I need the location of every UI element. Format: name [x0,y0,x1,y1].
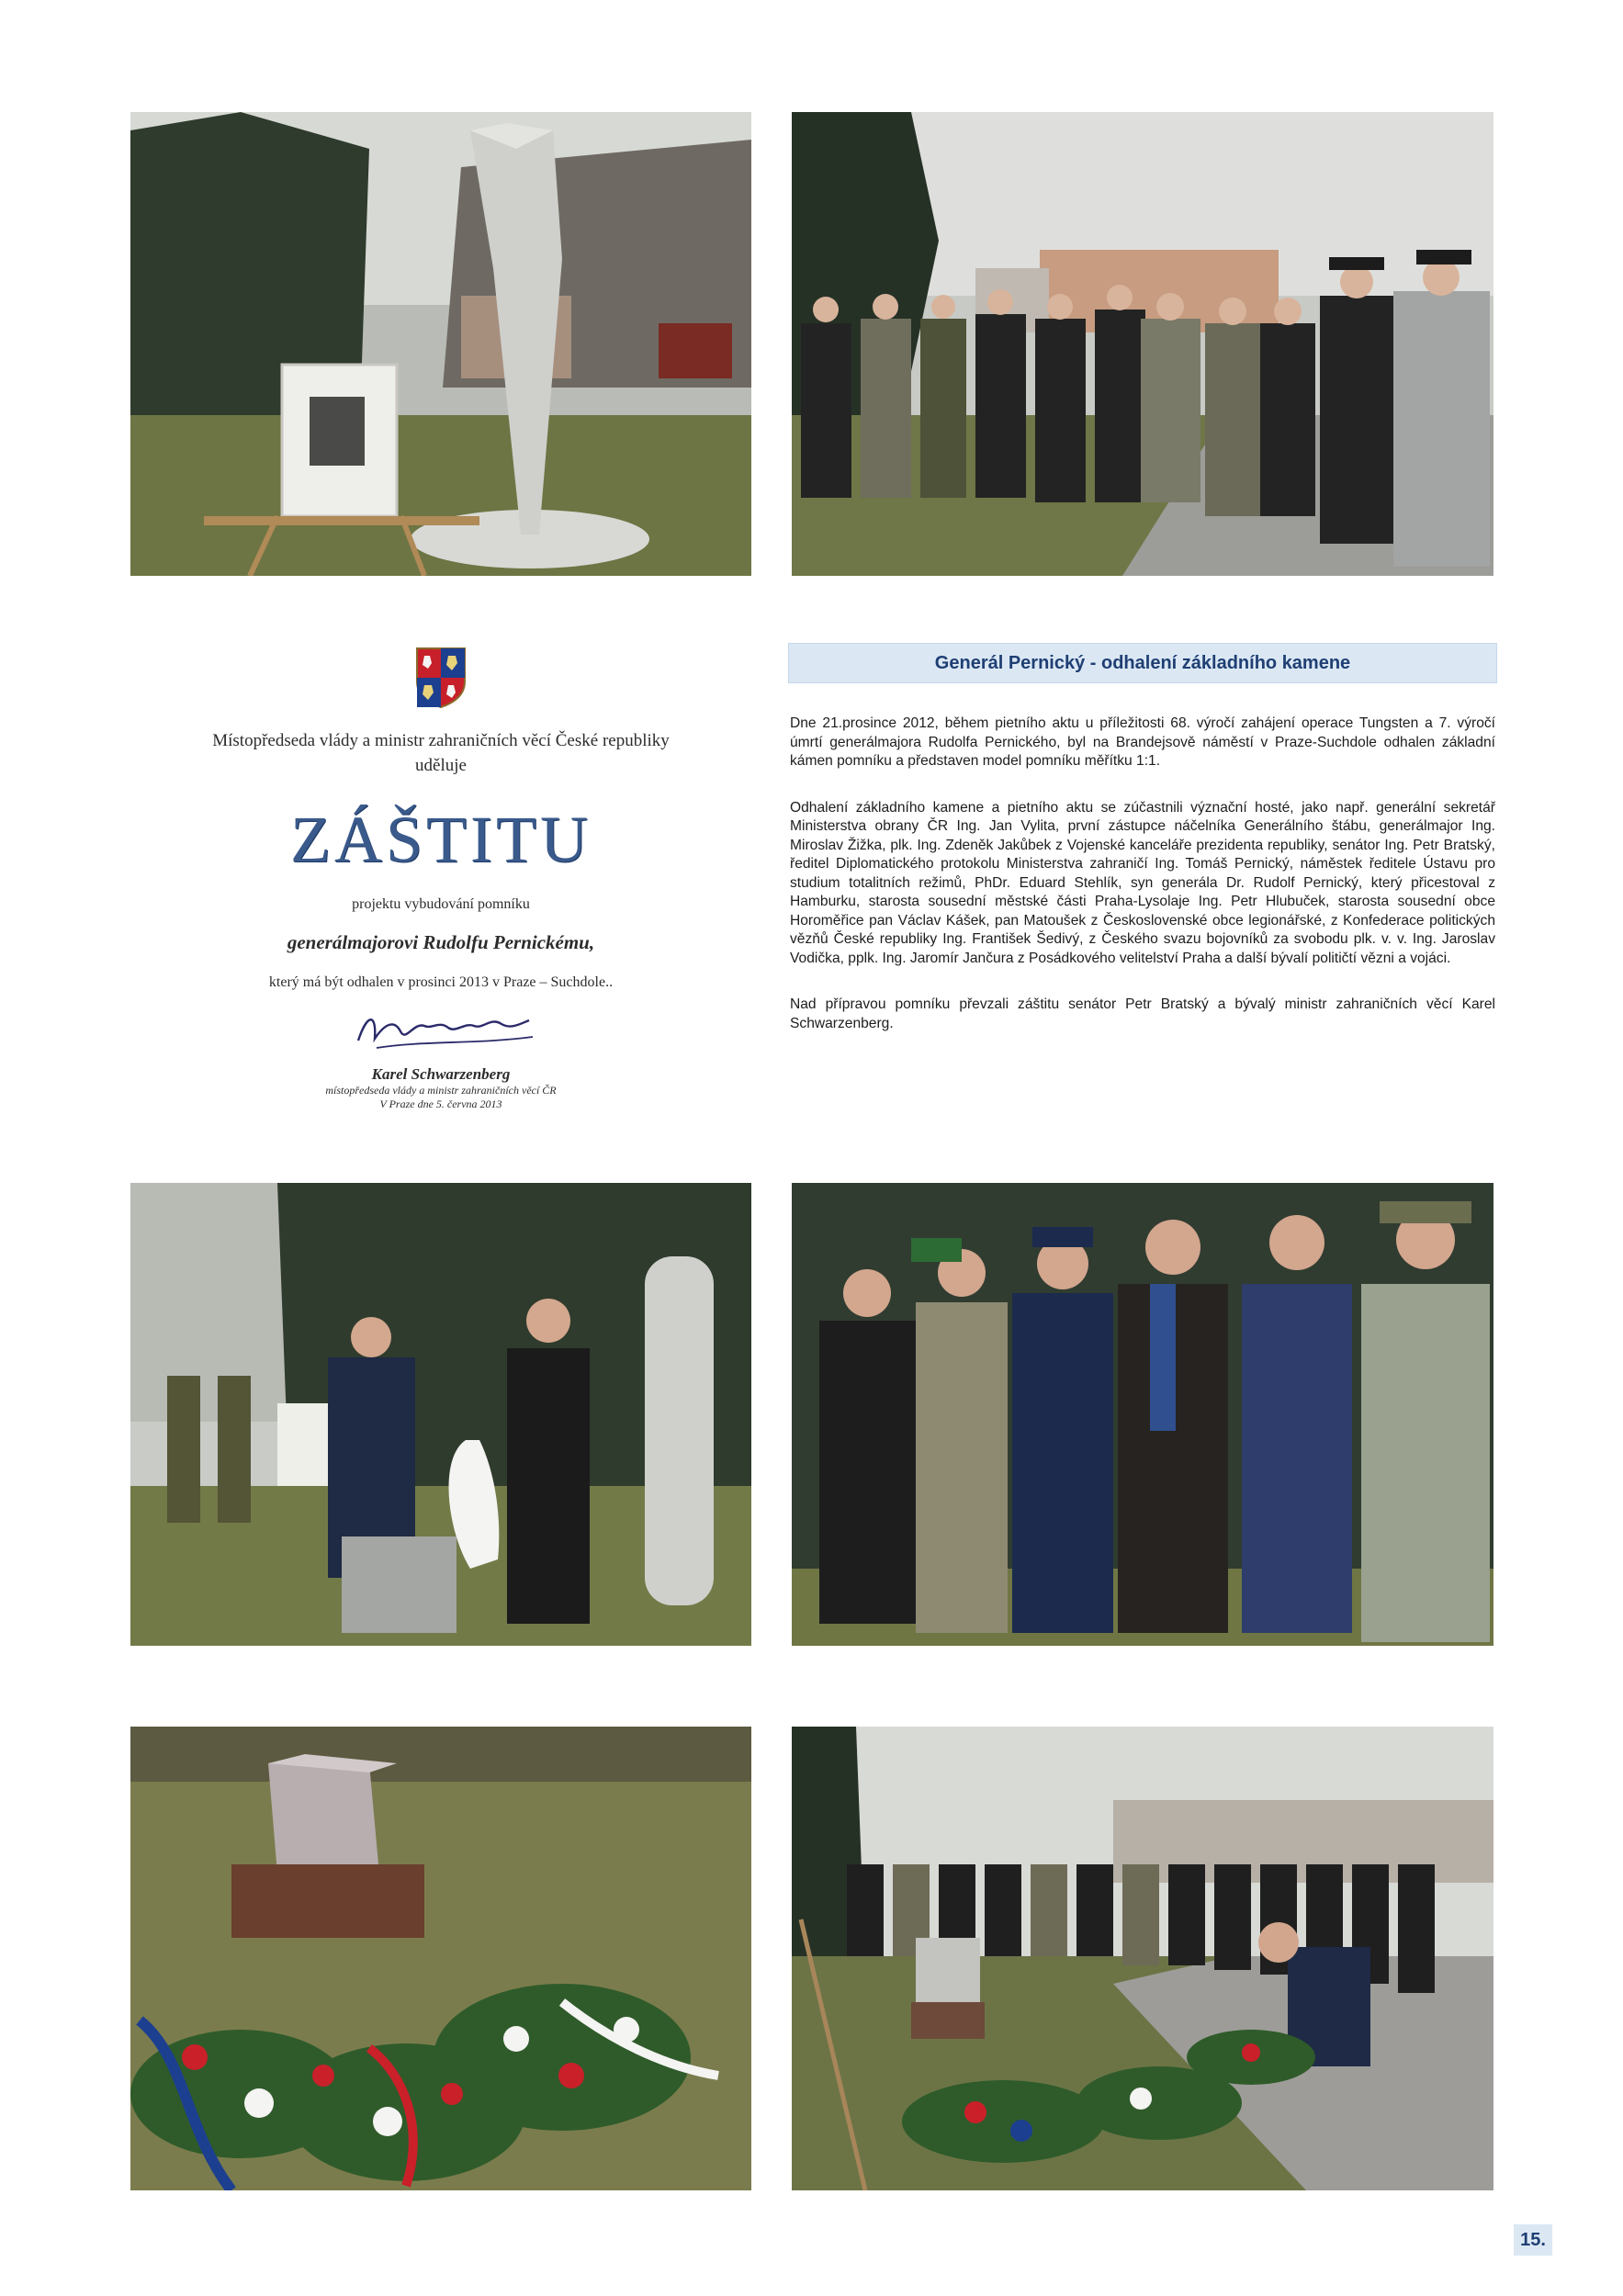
photo-guests-closeup-scene [792,1183,1493,1646]
photo-laying-wreath [792,1727,1493,2190]
article-paragraph: Dne 21.prosince 2012, během pietního aktu u příležitosti 68. výročí zahájení operace Tungsten a 7. výročí úmrtí generálmajora Rudolfa Pernického, byl na Brandejsově náměstí v Praze-Suchdole odhalen základní kámen pomníku a představen model pomníku měřítku 1:1. [790,715,1495,769]
page-number: 15. [1514,2224,1552,2256]
czech-coat-of-arms-icon [413,645,468,709]
photo-monument-model [130,112,751,576]
article [788,643,1497,1061]
certificate-grant-verb: uděluje [415,756,467,775]
photo-unveiling-stone-scene [130,1183,751,1646]
certificate-signer-role: místopředseda vlády a ministr zahraničních věcí ČR [325,1084,557,1097]
photo-wreaths-stone [130,1727,751,2190]
certificate-honoree: generálmajorovi Rudolfu Pernickému, [287,931,595,953]
photo-unveiling-stone [130,1183,751,1646]
certificate-title: ZÁŠTITU [290,803,592,876]
certificate-signer: Karel Schwarzenberg [371,1065,511,1083]
certificate-date: V Praze dne 5. června 2013 [379,1097,502,1110]
article-heading: Generál Pernický - odhalení základního kamene [788,643,1497,683]
patronage-certificate [130,634,751,1148]
certificate-project-line: projektu vybudování pomníku [352,896,530,912]
photo-officials-lineup [792,112,1493,576]
article-body [788,715,1497,1033]
photo-officials-lineup-scene [792,112,1493,576]
photo-guests-closeup [792,1183,1493,1646]
certificate-unveil-line: který má být odhalen v prosinci 2013 v Praze – Suchdole.. [268,974,614,990]
certificate-issuer: Místopředseda vlády a ministr zahraničních věcí České republiky [212,731,670,750]
article-paragraph: Nad přípravou pomníku převzali záštitu senátor Petr Bratský a bývalý ministr zahraničních věcí Karel Schwarzenberg. [790,996,1495,1031]
handwritten-signature [340,1004,542,1057]
article-paragraph: Odhalení základního kamene a pietního aktu se zúčastnili význační hosté, jako např. generální sekretář Ministerstva obrany ČR Ing. Jan Vylita, první zástupce náčelníka Generálního štábu, generálmajor Ing. Miroslav Žižka, plk. Ing. Zdeněk Jakůbek z Vojenské kanceláře prezidenta republiky, senátor Ing. Petr Bratský, ředitel Diplomatického protokolu Ministerstva zahraničí Ing. Tomáš Pernický, náměstek ředitele Ústavu pro studium totalitních režimů, PhDr. Eduard Stehlík, syn generála Dr. Rudolf Pernický, který přicestoval z Hamburku, starosta sousední městské části Praha-Lysolaje Ing. Petr Hlubuček, starosta sousední obce Horoměřice pan Václav Kášek, pan Matoušek z Československé obce legionářské, z Konfederace politických vězňů České republiky Ing. František Šedivý, z Českého svazu bojovníků za svobodu plk. v. v. Ing. Jaroslav Vodička, pplk. Ing. Jaromír Jančura z Posádkového velitelství Praha a další bývalí političtí vězni a vojáci. [790,799,1495,966]
photo-monument-model-scene [130,112,751,576]
photo-wreaths-stone-scene [130,1727,751,2190]
photo-laying-wreath-scene [792,1727,1493,2190]
